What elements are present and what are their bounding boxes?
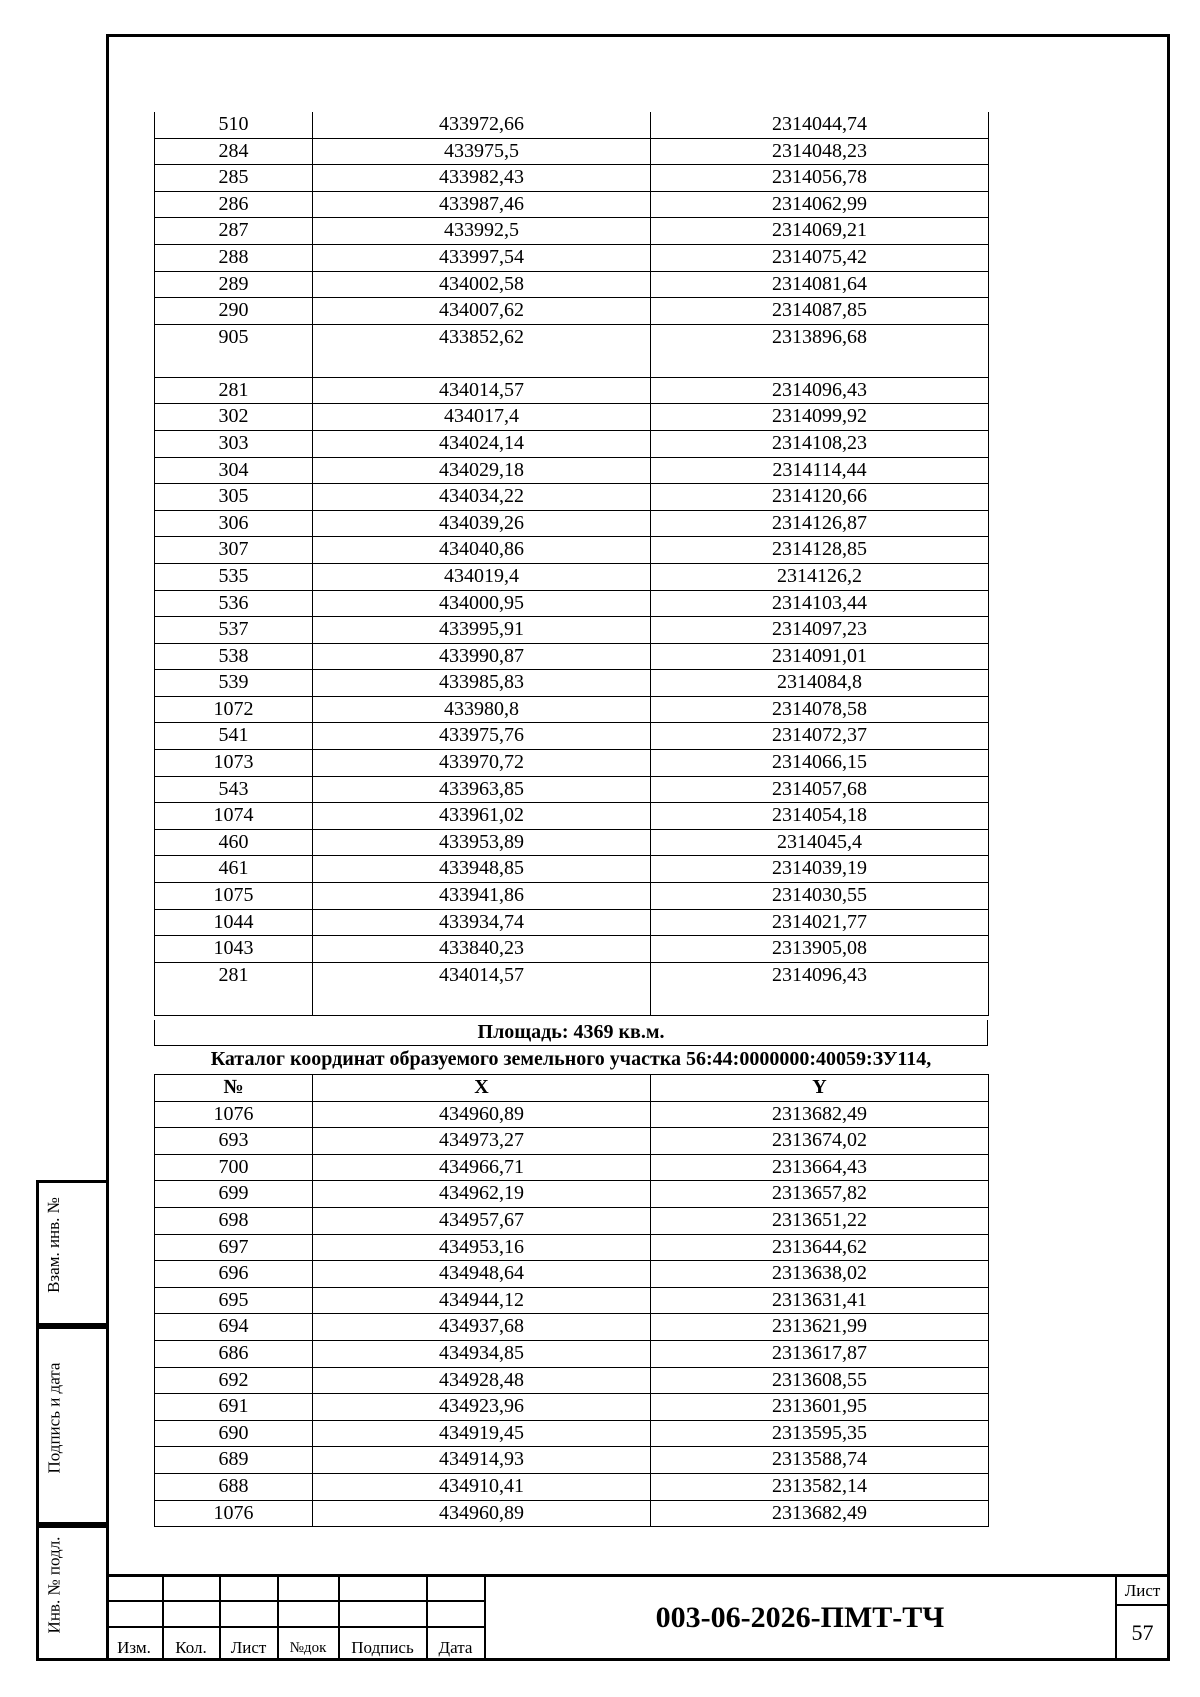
coord-y: 2314021,77 xyxy=(651,909,989,936)
coord-y: 2313601,95 xyxy=(651,1394,989,1421)
coord-y: 2314099,92 xyxy=(651,404,989,431)
point-number: 305 xyxy=(155,484,313,511)
point-number: 285 xyxy=(155,165,313,192)
coord-x: 433961,02 xyxy=(313,803,651,830)
coord-x: 433852,62 xyxy=(313,324,651,377)
coord-x: 434944,12 xyxy=(313,1287,651,1314)
coord-y: 2314120,66 xyxy=(651,484,989,511)
coordinates-table-1-body xyxy=(155,112,989,1015)
table-row xyxy=(155,1314,989,1341)
point-number: 1076 xyxy=(155,1500,313,1527)
point-number: 284 xyxy=(155,138,313,165)
coordinates-table-1 xyxy=(154,112,989,1016)
coord-y: 2314048,23 xyxy=(651,138,989,165)
coord-y: 2313617,87 xyxy=(651,1340,989,1367)
coord-y: 2313674,02 xyxy=(651,1128,989,1155)
point-number: 510 xyxy=(155,112,313,138)
coord-y: 2314087,85 xyxy=(651,298,989,325)
point-number: 686 xyxy=(155,1340,313,1367)
coord-x: 434962,19 xyxy=(313,1181,651,1208)
table-row xyxy=(155,138,989,165)
table-row xyxy=(155,1500,989,1527)
point-number: 286 xyxy=(155,191,313,218)
coord-x: 434039,26 xyxy=(313,510,651,537)
table-row xyxy=(155,298,989,325)
catalog-title: Каталог координат образуемого земельного участка 56:44:0000000:40059:ЗУ114, xyxy=(210,1048,932,1070)
coord-x: 433985,83 xyxy=(313,670,651,697)
point-number: 303 xyxy=(155,430,313,457)
coord-y: 2314072,37 xyxy=(651,723,989,750)
sheet-cell-line xyxy=(1115,1604,1170,1606)
point-number: 460 xyxy=(155,829,313,856)
table-row xyxy=(155,1234,989,1261)
point-number: 1075 xyxy=(155,883,313,910)
point-number: 697 xyxy=(155,1234,313,1261)
table-row xyxy=(155,883,989,910)
table-row xyxy=(155,324,989,377)
coord-x: 434002,58 xyxy=(313,271,651,298)
col-ndok: №док xyxy=(289,1640,327,1656)
point-number: 306 xyxy=(155,510,313,537)
coord-x: 434019,4 xyxy=(313,563,651,590)
coord-x: 433975,76 xyxy=(313,723,651,750)
table-row xyxy=(155,563,989,590)
table-row xyxy=(155,1101,989,1128)
coord-x: 434034,22 xyxy=(313,484,651,511)
coord-x: 434024,14 xyxy=(313,430,651,457)
vzam-inv-label: Взам. инв. № xyxy=(44,1197,63,1293)
point-number: 689 xyxy=(155,1447,313,1474)
table-row xyxy=(155,1420,989,1447)
coord-x: 433992,5 xyxy=(313,218,651,245)
table-row xyxy=(155,1181,989,1208)
coord-y: 2313682,49 xyxy=(651,1500,989,1527)
coord-y: 2314103,44 xyxy=(651,590,989,617)
table-row xyxy=(155,218,989,245)
coord-y: 2313631,41 xyxy=(651,1287,989,1314)
coord-y: 2314097,23 xyxy=(651,617,989,644)
coord-y: 2314062,99 xyxy=(651,191,989,218)
point-number: 289 xyxy=(155,271,313,298)
point-number: 288 xyxy=(155,244,313,271)
table-row xyxy=(155,1367,989,1394)
point-number: 695 xyxy=(155,1287,313,1314)
coord-x: 434966,71 xyxy=(313,1154,651,1181)
point-number: 302 xyxy=(155,404,313,431)
point-number: 281 xyxy=(155,377,313,404)
coord-x: 434910,41 xyxy=(313,1473,651,1500)
coord-y: 2313608,55 xyxy=(651,1367,989,1394)
side-cell-vzam xyxy=(36,1180,106,1326)
table-header-row xyxy=(155,1075,989,1102)
coord-x: 434040,86 xyxy=(313,537,651,564)
table-row xyxy=(155,1394,989,1421)
coord-y: 2314128,85 xyxy=(651,537,989,564)
coord-y: 2314091,01 xyxy=(651,643,989,670)
point-number: 287 xyxy=(155,218,313,245)
table-row xyxy=(155,271,989,298)
coord-y: 2314045,4 xyxy=(651,829,989,856)
coord-x: 434957,67 xyxy=(313,1207,651,1234)
coord-x: 434953,16 xyxy=(313,1234,651,1261)
point-number: 1072 xyxy=(155,696,313,723)
table-row xyxy=(155,643,989,670)
sheet-number: 57 xyxy=(1131,1620,1154,1645)
coord-y: 2313638,02 xyxy=(651,1261,989,1288)
table-row xyxy=(155,1473,989,1500)
point-number: 698 xyxy=(155,1207,313,1234)
coord-x: 433997,54 xyxy=(313,244,651,271)
coord-y: 2314056,78 xyxy=(651,165,989,192)
coord-x: 434923,96 xyxy=(313,1394,651,1421)
table-row xyxy=(155,112,989,138)
coord-y: 2313905,08 xyxy=(651,936,989,963)
coord-x: 433987,46 xyxy=(313,191,651,218)
coord-x: 433840,23 xyxy=(313,936,651,963)
col-izm: Изм. xyxy=(117,1638,151,1657)
table-row xyxy=(155,191,989,218)
table-row xyxy=(155,1207,989,1234)
coord-x: 434973,27 xyxy=(313,1128,651,1155)
point-number: 1074 xyxy=(155,803,313,830)
document-code: 003-06-2026-ПМТ-ТЧ xyxy=(655,1601,945,1634)
table-row xyxy=(155,430,989,457)
point-number: 538 xyxy=(155,643,313,670)
coord-y: 2314096,43 xyxy=(651,962,989,1015)
coord-y: 2313657,82 xyxy=(651,1181,989,1208)
header-y: Y xyxy=(651,1075,989,1102)
table-row xyxy=(155,856,989,883)
coord-y: 2313621,99 xyxy=(651,1314,989,1341)
inv-podl-label: Инв. № подл. xyxy=(44,1536,63,1634)
coord-x: 434960,89 xyxy=(313,1500,651,1527)
point-number: 692 xyxy=(155,1367,313,1394)
point-number: 688 xyxy=(155,1473,313,1500)
point-number: 537 xyxy=(155,617,313,644)
coord-y: 2313682,49 xyxy=(651,1101,989,1128)
coord-y: 2313582,14 xyxy=(651,1473,989,1500)
table-row xyxy=(155,1340,989,1367)
coord-y: 2314044,74 xyxy=(651,112,989,138)
coordinates-table-2 xyxy=(154,1074,989,1527)
point-number: 281 xyxy=(155,962,313,1015)
table-row xyxy=(155,1261,989,1288)
table-row xyxy=(155,936,989,963)
sheet-label: Лист xyxy=(1124,1581,1161,1600)
point-number: 696 xyxy=(155,1261,313,1288)
area-row: Площадь: 4369 кв.м. xyxy=(154,1020,988,1046)
podpis-data-label: Подпись и дата xyxy=(44,1362,63,1473)
table-row xyxy=(155,244,989,271)
table-row xyxy=(155,537,989,564)
coord-y: 2314114,44 xyxy=(651,457,989,484)
side-cell-podpis xyxy=(36,1326,106,1525)
point-number: 694 xyxy=(155,1314,313,1341)
table-row xyxy=(155,590,989,617)
coord-y: 2314108,23 xyxy=(651,430,989,457)
coord-x: 433995,91 xyxy=(313,617,651,644)
coord-x: 434914,93 xyxy=(313,1447,651,1474)
table-row xyxy=(155,723,989,750)
coord-y: 2313588,74 xyxy=(651,1447,989,1474)
point-number: 461 xyxy=(155,856,313,883)
table-row xyxy=(155,617,989,644)
table-row xyxy=(155,1154,989,1181)
table-row xyxy=(155,457,989,484)
coord-x: 434934,85 xyxy=(313,1340,651,1367)
coord-y: 2314081,64 xyxy=(651,271,989,298)
title-block-top-line xyxy=(106,1574,1170,1577)
table-row xyxy=(155,1128,989,1155)
point-number: 304 xyxy=(155,457,313,484)
table-row xyxy=(155,404,989,431)
table-row xyxy=(155,510,989,537)
coord-x: 433990,87 xyxy=(313,643,651,670)
point-number: 699 xyxy=(155,1181,313,1208)
coord-y: 2313664,43 xyxy=(651,1154,989,1181)
col-kol: Кол. xyxy=(175,1638,207,1657)
coord-y: 2314096,43 xyxy=(651,377,989,404)
coord-x: 434948,64 xyxy=(313,1261,651,1288)
coord-y: 2314084,8 xyxy=(651,670,989,697)
table-row xyxy=(155,1447,989,1474)
point-number: 693 xyxy=(155,1128,313,1155)
coord-x: 433982,43 xyxy=(313,165,651,192)
point-number: 536 xyxy=(155,590,313,617)
point-number: 307 xyxy=(155,537,313,564)
coord-x: 434007,62 xyxy=(313,298,651,325)
coordinates-table-2-body xyxy=(155,1075,989,1527)
point-number: 535 xyxy=(155,563,313,590)
point-number: 905 xyxy=(155,324,313,377)
table-row xyxy=(155,750,989,777)
table-row xyxy=(155,165,989,192)
side-cell-inv-podl xyxy=(36,1525,106,1661)
point-number: 690 xyxy=(155,1420,313,1447)
point-number: 541 xyxy=(155,723,313,750)
col-data: Дата xyxy=(438,1638,473,1657)
point-number: 543 xyxy=(155,776,313,803)
table-row xyxy=(155,803,989,830)
header-number: № xyxy=(155,1075,313,1102)
coord-x: 433934,74 xyxy=(313,909,651,936)
coord-y: 2314126,2 xyxy=(651,563,989,590)
table-row xyxy=(155,377,989,404)
table-row xyxy=(155,776,989,803)
coord-y: 2314069,21 xyxy=(651,218,989,245)
coord-y: 2314126,87 xyxy=(651,510,989,537)
coord-x: 434919,45 xyxy=(313,1420,651,1447)
coord-x: 434937,68 xyxy=(313,1314,651,1341)
table-row xyxy=(155,484,989,511)
point-number: 1043 xyxy=(155,936,313,963)
side-stamp xyxy=(36,1180,106,1661)
coord-x: 433980,8 xyxy=(313,696,651,723)
col-podpis: Подпись xyxy=(351,1638,414,1657)
coord-y: 2314030,55 xyxy=(651,883,989,910)
coord-y: 2314066,15 xyxy=(651,750,989,777)
table-row xyxy=(155,1287,989,1314)
point-number: 1044 xyxy=(155,909,313,936)
coord-x: 433953,89 xyxy=(313,829,651,856)
coord-x: 434014,57 xyxy=(313,962,651,1015)
point-number: 539 xyxy=(155,670,313,697)
table-row xyxy=(155,829,989,856)
coord-y: 2313651,22 xyxy=(651,1207,989,1234)
coord-x: 433941,86 xyxy=(313,883,651,910)
table-row xyxy=(155,696,989,723)
point-number: 290 xyxy=(155,298,313,325)
point-number: 700 xyxy=(155,1154,313,1181)
coord-x: 434928,48 xyxy=(313,1367,651,1394)
table-row xyxy=(155,962,989,1015)
coord-x: 433948,85 xyxy=(313,856,651,883)
point-number: 691 xyxy=(155,1394,313,1421)
coord-y: 2313896,68 xyxy=(651,324,989,377)
header-x: X xyxy=(313,1075,651,1102)
coord-x: 434960,89 xyxy=(313,1101,651,1128)
coord-y: 2313644,62 xyxy=(651,1234,989,1261)
coord-x: 434017,4 xyxy=(313,404,651,431)
coord-x: 433963,85 xyxy=(313,776,651,803)
coord-y: 2314057,68 xyxy=(651,776,989,803)
point-number: 1076 xyxy=(155,1101,313,1128)
coord-y: 2314078,58 xyxy=(651,696,989,723)
coord-y: 2313595,35 xyxy=(651,1420,989,1447)
table-row xyxy=(155,670,989,697)
point-number: 1073 xyxy=(155,750,313,777)
coord-y: 2314054,18 xyxy=(651,803,989,830)
coord-x: 434029,18 xyxy=(313,457,651,484)
coord-x: 434014,57 xyxy=(313,377,651,404)
coord-x: 433975,5 xyxy=(313,138,651,165)
coord-x: 433972,66 xyxy=(313,112,651,138)
coord-x: 434000,95 xyxy=(313,590,651,617)
coord-x: 433970,72 xyxy=(313,750,651,777)
table-row xyxy=(155,909,989,936)
coord-y: 2314039,19 xyxy=(651,856,989,883)
col-list: Лист xyxy=(230,1638,267,1657)
coord-y: 2314075,42 xyxy=(651,244,989,271)
